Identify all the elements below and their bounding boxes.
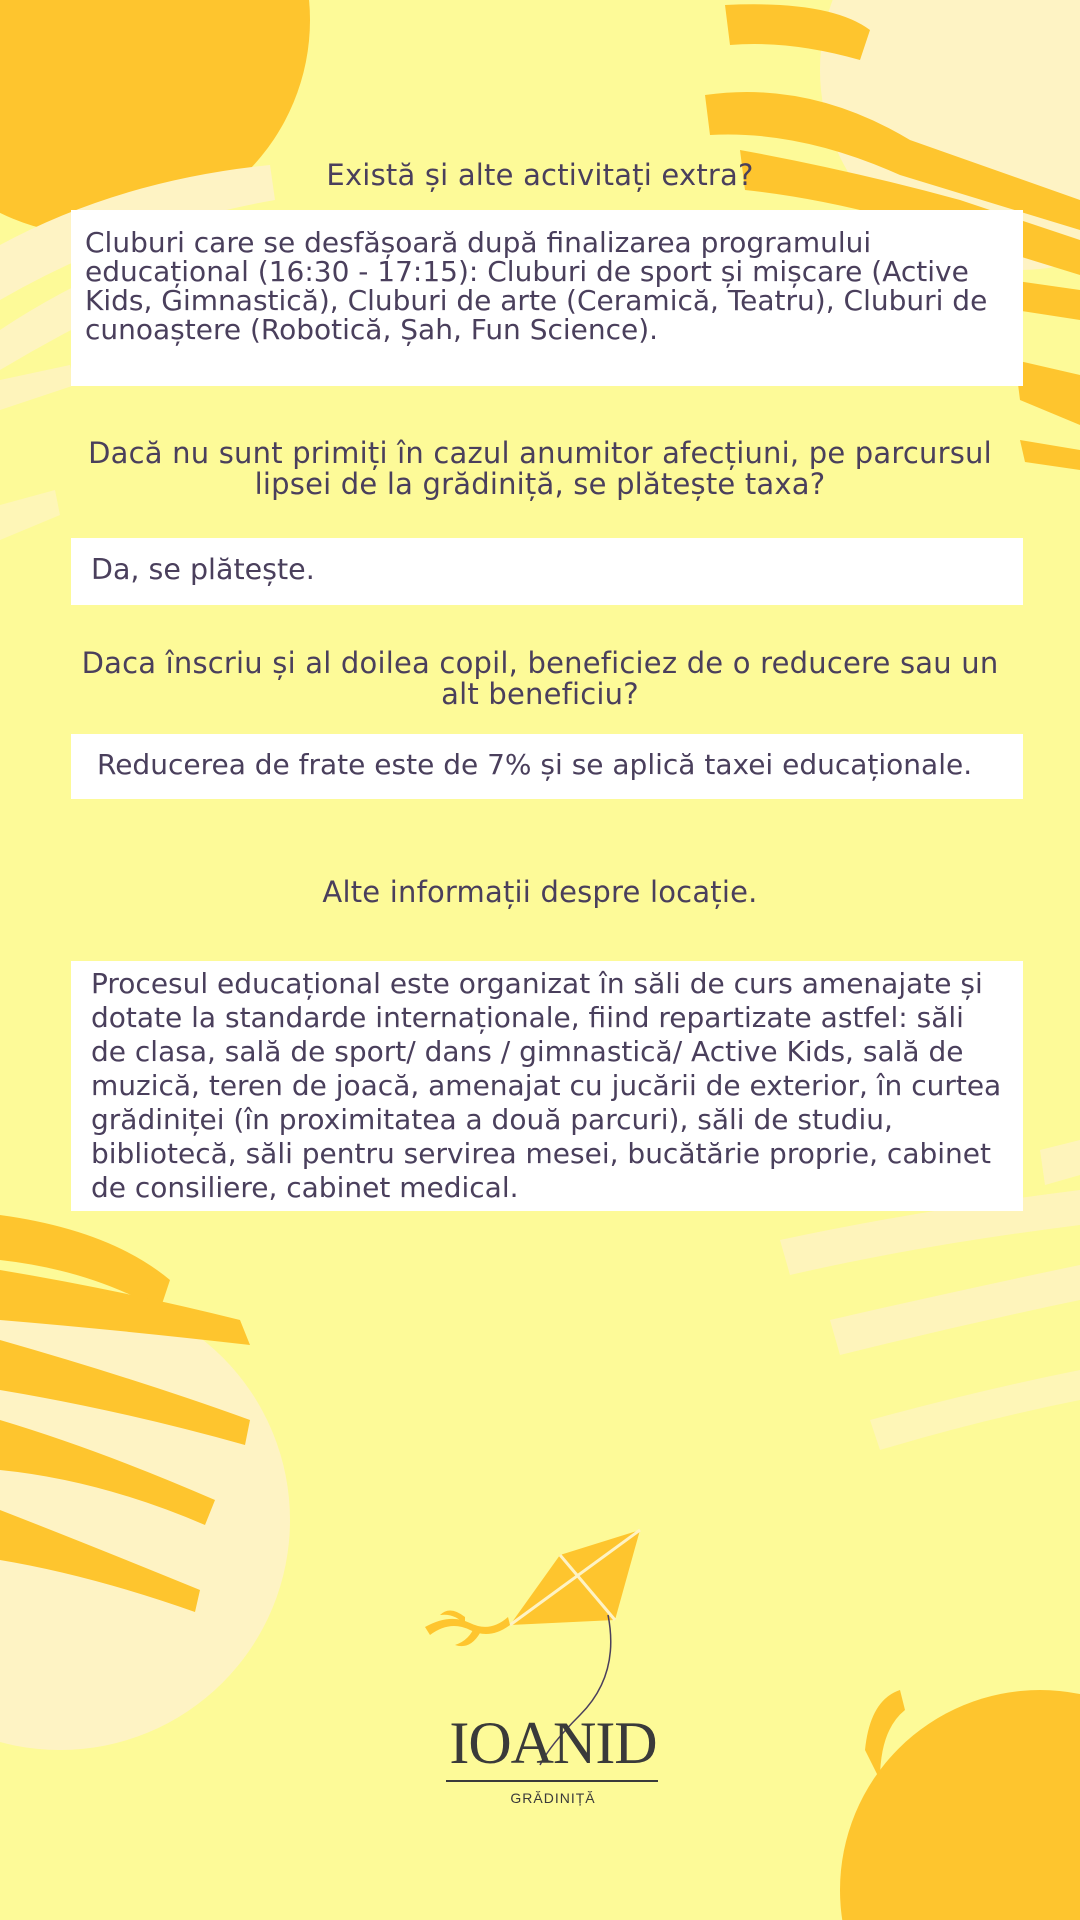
faq-question-location-info: Alte informații despre locație.: [322, 875, 758, 909]
faq-answer-absence-fee: Da, se plătește.: [71, 538, 1023, 605]
logo-divider: [446, 1780, 658, 1782]
logo-subtitle: GRĂDINIȚĂ: [510, 1790, 596, 1806]
faq-answer-location-info: Procesul educațional este organizat în săli de curs amenajate și dotate la standarde internaționale, fiind repartizate astfel: săli de clasa, sală de sport/ dans / gimnastică/ Active Kids, sală de muzică, teren de joacă, amenajat cu jucării de exterior, în curtea grădiniței (în proximitatea a două parcuri), săli de studiu, bibliotecă, săli pentru servirea mesei, bucătărie proprie, cabinet de consiliere, cabinet medical.: [71, 961, 1023, 1211]
faq-answer-sibling-discount: Reducerea de frate este de 7% și se aplică taxei educaționale.: [71, 734, 1023, 799]
faq-answer-extra-activities: Cluburi care se desfășoară după finalizarea programului educațional (16:30 - 17:15): Cluburi de sport și mișcare (Active Kids, Gimnastică), Cluburi de arte (Ceramică, Teatru), Cluburi de cunoaștere (Robotică, Șah, Fun Science).: [71, 210, 1023, 386]
faq-question-sibling-discount: Daca înscriu și al doilea copil, beneficiez de o reducere sau un alt beneficiu?: [81, 646, 999, 711]
logo-name: IOANID: [449, 1710, 657, 1776]
faq-question-extra-activities: Există și alte activitați extra?: [326, 158, 754, 192]
faq-question-absence-fee: Dacă nu sunt primiți în cazul anumitor afecțiuni, pe parcursul lipsei de la grădiniță, se plătește taxa?: [88, 436, 992, 501]
